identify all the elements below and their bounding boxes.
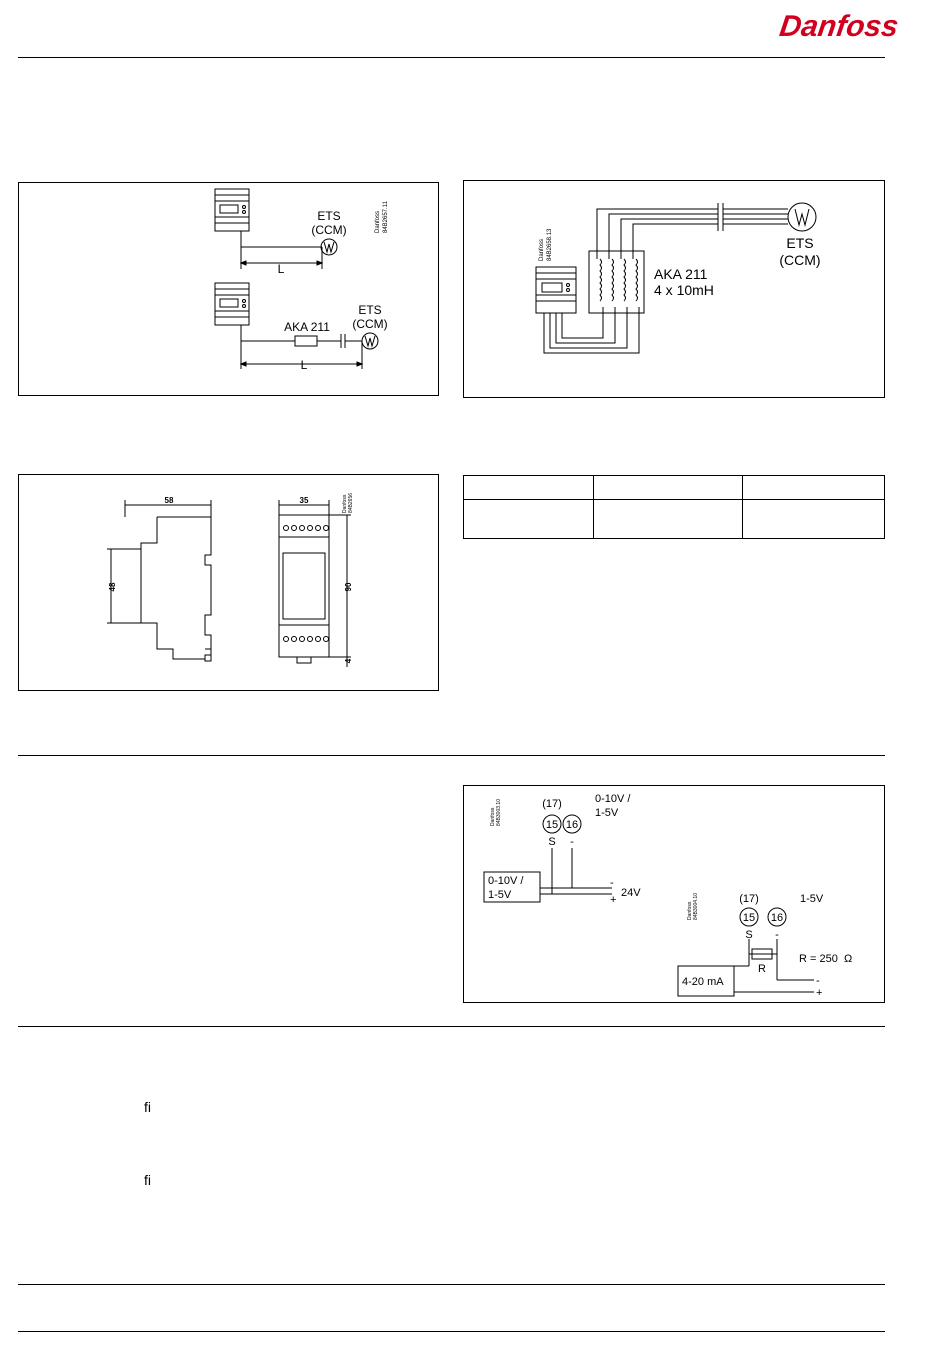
footer-rule <box>18 1331 885 1332</box>
source-label: 1-5V <box>488 889 512 901</box>
ets-label: ETS <box>786 235 814 251</box>
table-cell <box>464 476 594 500</box>
drawing-number: Danfoss <box>490 807 496 826</box>
drawing-number: 84B2656 <box>348 492 354 513</box>
source-label: 4-20 mA <box>682 976 724 988</box>
drawing-number: Danfoss <box>539 238 545 261</box>
width-dimension: 58 <box>164 496 174 505</box>
table-cell <box>594 500 743 539</box>
plus-label: + <box>610 894 617 906</box>
ccm-label: (CCM) <box>311 223 347 237</box>
drawing-number: Danfoss <box>342 494 348 513</box>
terminal-16: 16 <box>770 912 784 924</box>
range-label: 1-5V <box>595 807 619 819</box>
supply-label: 24V <box>621 887 641 899</box>
cable-length-diagram <box>19 183 440 397</box>
table-cell <box>464 500 594 539</box>
drawing-number: 84B2658.13 <box>547 228 553 261</box>
ohm-symbol: Ω <box>844 953 853 965</box>
resistor-label: R <box>758 963 766 975</box>
signal-label: S <box>548 836 556 848</box>
ligature-glyph: ﬁ <box>144 1172 151 1188</box>
table-cell <box>743 500 885 539</box>
height-dimension: 48 <box>108 582 117 592</box>
spec-table <box>463 475 885 539</box>
section-rule <box>18 1284 885 1285</box>
ets-label: ETS <box>317 209 341 223</box>
drawing-number: 84B3004.10 <box>693 893 699 920</box>
length-label: L <box>300 358 308 372</box>
aka-label: AKA 211 <box>284 320 330 334</box>
drawing-number: Danfoss <box>375 210 381 233</box>
table-row <box>464 500 885 539</box>
range-label: 1-5V <box>800 893 824 905</box>
minus-label: - <box>816 975 820 987</box>
dimensions-diagram <box>19 475 440 692</box>
terminal-16: 16 <box>565 819 579 831</box>
table-cell <box>594 476 743 500</box>
length-label: L <box>277 262 285 276</box>
range-label: 0-10V / <box>595 793 631 805</box>
header-rule <box>18 57 885 58</box>
aka-label: AKA 211 <box>654 266 708 282</box>
terminal-15: 15 <box>742 912 756 924</box>
terminal-15: 15 <box>545 819 559 831</box>
plus-label: + <box>816 987 823 999</box>
logo-text: Danfoss <box>777 10 901 43</box>
ets-label: ETS <box>358 303 382 317</box>
table-cell <box>743 476 885 500</box>
signal-label: S <box>745 929 753 941</box>
source-label: 0-10V / <box>488 875 524 887</box>
dimensions-figure <box>18 474 439 691</box>
section-rule <box>18 755 885 756</box>
ccm-label: (CCM) <box>779 252 821 268</box>
width-dimension: 35 <box>299 496 309 505</box>
bottom-dimension: 4 <box>344 658 353 664</box>
ccm-label: (CCM) <box>352 317 388 331</box>
danfoss-logo <box>777 4 901 44</box>
height-dimension: 90 <box>344 582 353 592</box>
signal-diagram <box>464 786 886 1004</box>
terminal-label: (17) <box>542 798 562 810</box>
cable-length-figure <box>18 182 439 396</box>
signal-figure <box>463 785 885 1003</box>
minus-label: - <box>570 836 574 848</box>
drawing-number: Danfoss <box>687 901 693 920</box>
section-rule <box>18 1026 885 1027</box>
drawing-number: 84B3003.10 <box>496 799 502 826</box>
table-row <box>464 476 885 500</box>
drawing-number: 84B2657.11 <box>383 201 389 233</box>
minus-label: - <box>775 929 779 941</box>
ligature-glyph: ﬁ <box>144 1099 151 1115</box>
resistor-value: R = 250 <box>799 953 838 965</box>
terminal-label: (17) <box>739 893 759 905</box>
minus-label: - <box>610 877 614 889</box>
filter-figure <box>463 180 885 398</box>
filter-diagram <box>464 181 886 399</box>
aka-inductance: 4 x 10mH <box>654 282 714 298</box>
